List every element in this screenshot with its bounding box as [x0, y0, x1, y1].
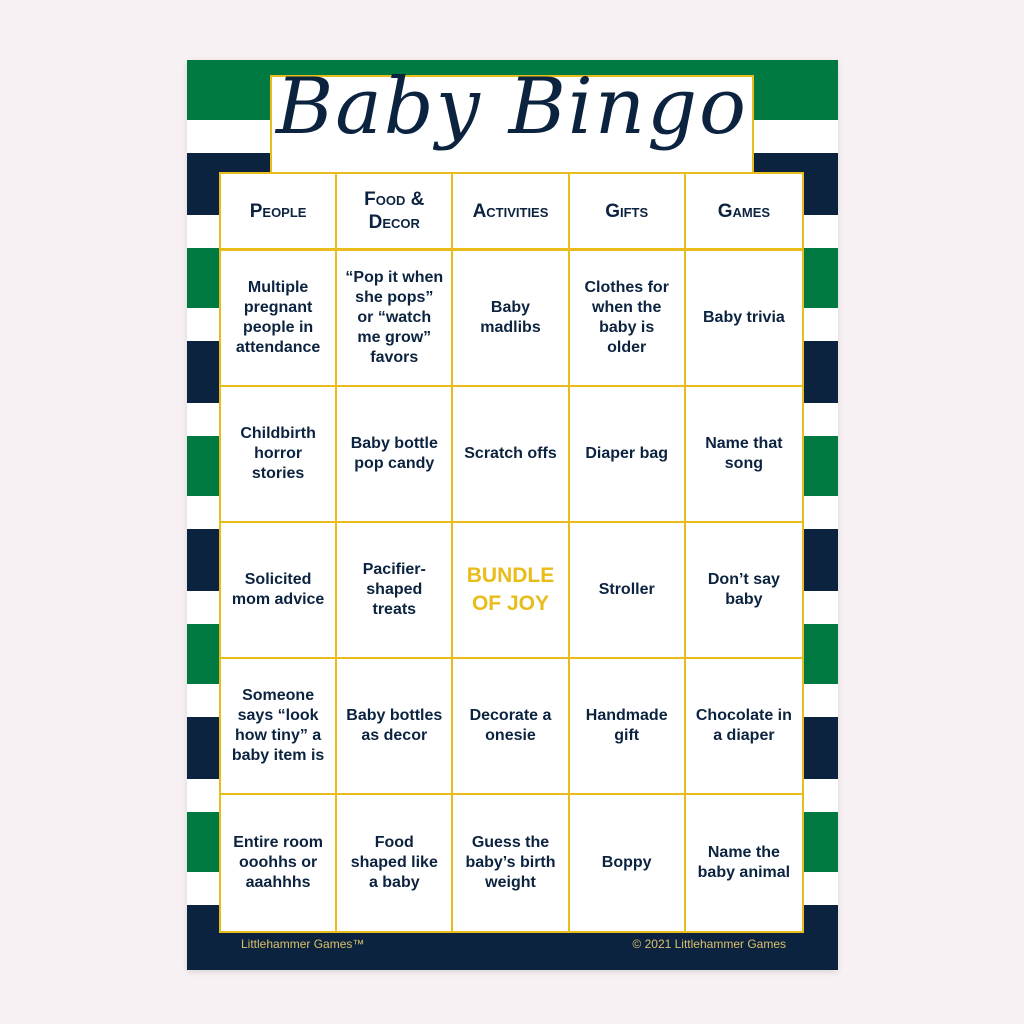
footer-copyright: © 2021 Littlehammer Games: [632, 937, 786, 951]
column-header: Food & Decor: [337, 174, 453, 251]
bingo-cell[interactable]: Handmade gift: [570, 659, 686, 795]
bingo-cell[interactable]: Clothes for when the baby is older: [570, 251, 686, 387]
bingo-cell[interactable]: Baby madlibs: [453, 251, 569, 387]
bingo-cell[interactable]: Childbirth horror stories: [221, 387, 337, 523]
column-header: Games: [686, 174, 802, 251]
bingo-cell[interactable]: Multiple pregnant people in attendance: [221, 251, 337, 387]
bingo-cell[interactable]: Name the baby animal: [697, 844, 791, 881]
bingo-cell[interactable]: Name that song: [686, 387, 802, 523]
bingo-cell[interactable]: Someone says “look how tiny” a baby item is: [221, 659, 337, 795]
column-header: Gifts: [570, 174, 686, 251]
bingo-cell[interactable]: Stroller: [570, 523, 686, 659]
bingo-cell[interactable]: Solicited mom advice: [221, 523, 337, 659]
column-header: Activities: [453, 174, 569, 251]
bingo-cell[interactable]: “Pop it when she pops” or “watch me grow” favors: [337, 251, 453, 387]
bingo-cell[interactable]: Baby trivia: [686, 251, 802, 387]
bingo-cell[interactable]: Guess the baby’s birth weight: [453, 795, 569, 931]
bingo-cell[interactable]: Boppy: [570, 795, 686, 931]
free-space[interactable]: BUNDLE OF JOY: [453, 523, 569, 659]
bingo-cell[interactable]: Decorate a onesie: [453, 659, 569, 795]
bingo-cell[interactable]: Entire room ooohhs or aaahhhs: [221, 795, 337, 931]
bingo-cell[interactable]: Don’t say baby: [686, 523, 802, 659]
bingo-grid: [219, 172, 804, 933]
card-title: Baby Bingo: [275, 62, 748, 152]
bingo-cell[interactable]: Scratch offs: [453, 387, 569, 523]
bingo-cell[interactable]: Chocolate in a diaper: [686, 659, 802, 795]
bingo-cell[interactable]: Baby bottle pop candy: [337, 387, 453, 523]
bingo-cell[interactable]: Diaper bag: [570, 387, 686, 523]
column-header: People: [221, 174, 337, 251]
bingo-cell[interactable]: Food shaped like a baby: [337, 795, 453, 931]
bingo-cell[interactable]: Pacifier-shaped treats: [337, 523, 453, 659]
footer-brand: Littlehammer Games™: [241, 937, 365, 951]
bingo-cell[interactable]: Baby bottles as decor: [337, 659, 453, 795]
